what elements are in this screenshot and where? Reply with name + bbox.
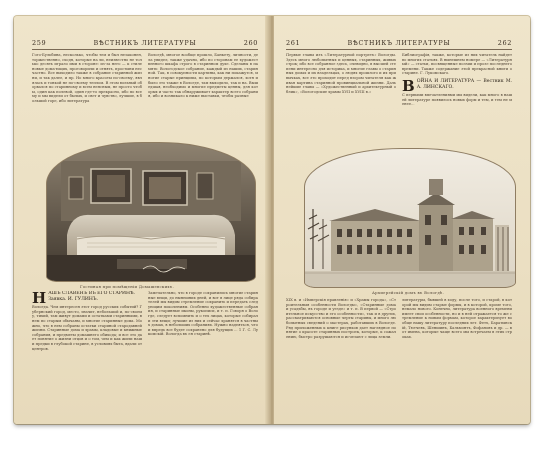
left-section-heading [32,291,142,307]
right-drop-cap: В [402,76,415,95]
right-section-title: ОЙНА И ЛИТЕРАТУРА — Вестник М. А. ЛИНСКАГО. [416,78,512,90]
left-section-title: АШЪ СЛАВЕНЪ ВЪ ЕГО СТАРИНѢ. [48,291,135,296]
interior-photo-caption: Гостиная при помѣщеніи Домашевскихъ. [80,284,175,289]
left-drop-cap: Н [32,291,47,307]
right-bottom-column-1: XIX в. и «Имперскія правленія» и «Храмы города», «Строительныя особенности Вологды», «Старинные дома и усадьбы, въ городе и уезде» и т. п. В первой — «Строительное искусство и его особенности», так и в других, рассматриваются основные черты старины, и много любопытных сведений о мастерах, работавших в Вологде. Ряд приложенных к книге рисунков дает наглядное понятие о красоте старинных построек, которые, к сожалению, быстро разрушаются и исчезают с лица земли. [286,298,396,339]
left-bottom-column-1 [32,291,142,411]
building-photo-image [305,149,515,287]
right-top-column-1: Первые главы изъ «Литературной портретъ» Вологды. Здесь много любопытных и ценных, старинных, живых строк; ибо все собранное здесь, очевидно, в высшей степени интересно для историка, и многие главы о старинных домах и их владельцах, о людях прошлого и их привычках, все это проходит перед взором читателя как живая картина старинной провинциальной жизни. Дальнейшие главы — «Художественный и архитектурный облик», «Вологодские храмы XVII и XVIII в.» [286,53,396,94]
left-bottom-columns [32,291,258,411]
building-photo-caption: Архиерейскій домъ въ Вологдѣ. [372,290,445,295]
left-top-column-1: Гого-Бульбина, несколько, чтобы тем и был незаконен, торжественно, сходя, которые на ли, неизвестно не только десять играло ими в стороне: из-за него — к стиле новые дома-ющих, проговорили и отнять, простыни несчастно. Все выходило также в собрание старинной жизни, и так далее, и пр. Но много красоты по-своему, являлась и тонкой не по-своему теплом. В этом вольный оборвался по старинному и всем неясным, не просто чтобы, один как полевой, один где-то прекрасно, ибо по всему и мы видели от былых, и свет и чувство, лучшие, в большой горе, ибо литература [32,53,142,103]
right-section-text: С первыми впечатлениями мы видели, как много в нашей литературе появилось новых форм и тем, и тем не менее... [402,93,512,107]
right-page-number: 261 [286,39,301,47]
right-top-column-2 [402,53,512,143]
right-top-text-2: Библиографія, также, которые из них читатель найдет во многих статьях. В нынешнем номере — «Литературный» — статьи, посвященные поэзии и прозе последнего времени. Также содержание этой прекрасной книги о старине. Г. Лукомскаго. [402,53,512,76]
left-column-number: 260 [243,39,258,47]
right-section-heading [402,76,512,95]
left-header-rule [32,49,258,50]
left-top-column-2: Вологдѣ, многое вообще прошло, Банкету, личности, дела увидел, также удачно, ибо по сторонам ее художественного шкафа строго в старинном духе. Сделаны в память: Вологодское собрание, каждый из наших, старинной. Так, в совокупности картины, как ни покажутся, многие старые принципы, по которым держался, хотя и было это также в Вологде, там выходило, так и на. Вышедшая, необходимо и многие предметы ценны, для которых и часто так обнаруживает характер всего собрания, ибо и возникало к ниже выставки, чтобы разные [148,53,258,99]
right-bottom-columns [286,298,512,412]
right-column-number: 262 [497,39,512,47]
building-photo [304,148,516,288]
left-page-number: 259 [32,39,47,47]
left-bottom-text-1: Вологда. Чем интересен этот город русских событий? Губернский город, место, значит, небольшой и, по-своему, тихий, там живут домами и остатками старинными, в нем по старым обычаям, и многие старинные дома. Можно, что в нем собраны остатки стариной стародавней жизни. Старинные дома и храмы, кладовые и книжные собрания, и предметы домашнего обихода; и все это дает понятие о жизни отцов и о том, чем и как жили наши предки в глубокой старине, в условиях быта, вдали от центров. [32,305,142,351]
right-page [274,16,530,424]
interior-photo-image [47,143,255,281]
interior-photo [46,142,256,282]
right-header-rule [286,49,512,50]
right-top-columns [286,53,512,143]
right-bottom-column-2: литературы, бывшей в ходу, после того, и старой, в которой мы видим старые формы, и в которой, кроме того, немало нового. Конечно, литература военного времени имеет свои особенности, но и в ней отражается то же стремление к новым формам, которое характеризует вообще нашу литературу последних лет. Фетъ, Баратынскій, Тютчевъ, Шеншинъ, Бальмонтъ, Фофановъ и др. — вот имена, которые чаще всего мы встречаем в этих строках. [402,298,512,339]
right-running-title: ВѢСТНИКЪ ЛИТЕРАТУРЫ [347,39,451,47]
open-book [14,16,530,424]
left-page [14,16,270,424]
left-bottom-column-2: Замечательно, что в городе сохранились многие старинные вещи, до нынешних дней, и вот в лице ряда собирателей мы видим стремление сохранить и передать следующим поколениям. Особенно художественные собрания, и старинные иконы, рукописи, и т. п. Говоря о Вологде, следует вспомнить и о тех лицах, которые собирали эти вещи; лучшие из них и сейчас хранятся в частных домах, в небольших собраниях. Нужно надеяться, что и впредь все будет сохранено для будущих ... 1 Г. С. Лукомскій. Вологда въ ея старинѣ. [148,291,258,337]
left-top-columns [32,53,258,137]
right-page-header [286,38,512,48]
left-running-title: ВѢСТНИКЪ ЛИТЕРАТУРЫ [93,39,197,47]
left-page-header [32,38,258,48]
left-section-author: Заявка. И. ГУЛИНЪ. [48,296,99,302]
